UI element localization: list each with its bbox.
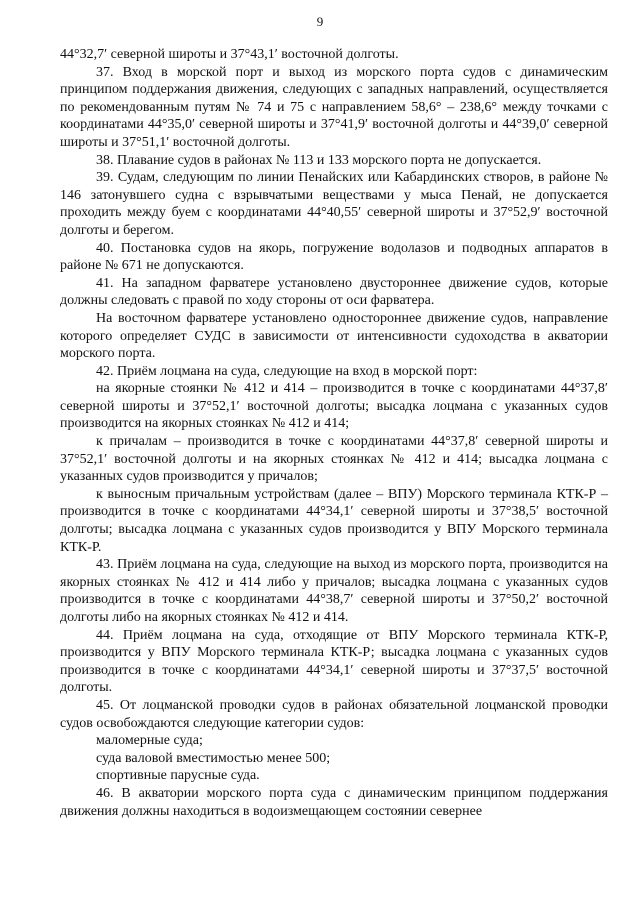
paragraph-continuation: 44°32,7′ северной широты и 37°43,1′ восточной долготы.	[60, 47, 399, 62]
paragraph-42-berths: к причалам – производится в точке с координатами 44°37,8′ северной широты и 37°52,1′ восточной долготы и на якорных стоянках № 412 и 414; высадка лоцмана с указанных судов производится у причалов;	[60, 434, 608, 485]
paragraph-45-small-vessels: маломерные суда;	[96, 733, 203, 749]
paragraph-37: 37. Вход в морской порт и выход из морского порта судов с динамическим принципом поддержания движения, следующих с западных направлений, осуществляется по рекомендованным путям № 74 и 75 с направлением 58,6° – 238,6° между точками с координатами 44°35,0′ северной широты и 37°41,9′ восточной долготы и 44°39,0′ северной широты и 37°51,1′ восточной долготы.	[60, 64, 608, 150]
paragraph-39: 39. Судам, следующим по линии Пенайских или Кабардинских створов, в районе № 146 затонувшего судна с взрывчатыми веществами у мыса Пенай, не допускается проходить между буем с координатами 44°40,55′ северной широты и 37°52,9′ восточной долготы и берегом.	[60, 170, 608, 238]
paragraph-46: 46. В акватории морского порта суда с динамическим принципом поддержания движения должны находиться в водоизмещающем состоянии севернее	[60, 785, 608, 819]
paragraph-40: 40. Постановка судов на якорь, погружение водолазов и подводных аппаратов в районе № 671 не допускаются.	[60, 240, 608, 274]
paragraph-41-east-fairway: На восточном фарватере установлено одностороннее движение судов, направление которого определяет СУДС в зависимости от интенсивности судоходства в акватории морского порта.	[60, 310, 608, 362]
paragraph-43: 43. Приём лоцмана на суда, следующие на выход из морского порта, производится на якорных стоянках № 412 и 414 либо у причалов; высадка лоцмана с указанных судов производится в точке с координатами 44°38,7′ северной широты и 37°50,2′ восточной долготы либо на якорных стоянках № 412 и 414.	[60, 557, 608, 625]
paragraph-41: 41. На западном фарватере установлено двустороннее движение судов, которые должны следовать с правой по ходу стороны от оси фарватера.	[60, 275, 608, 309]
page-number: 9	[316, 14, 324, 29]
paragraph-42: 42. Приём лоцмана на суда, следующие на вход в морской порт:	[96, 363, 478, 379]
paragraph-44: 44. Приём лоцмана на суда, отходящие от ВПУ Морского терминала КТК-Р, производится у ВПУ Морского терминала КТК-Р; высадка лоцмана с указанных судов производится в точке с координатами 44°34,1′ северной широты и 37°37,5′ восточной долготы.	[60, 627, 608, 696]
paragraph-42-vpu: к выносным причальным устройствам (далее – ВПУ) Морского терминала КТК-Р – производится в точке с координатами 44°34,1′ северной широты и 37°38,5′ восточной долготы; высадка лоцмана с указанных судов производится у ВПУ Морского терминала КТК-Р.	[60, 486, 608, 555]
paragraph-45: 45. От лоцманской проводки судов в районах обязательной лоцманской проводки судов освобождаются следующие категории судов:	[60, 697, 608, 731]
document-body	[60, 46, 608, 820]
paragraph-45-sailing: спортивные парусные суда.	[96, 768, 260, 784]
paragraph-45-tonnage: суда валовой вместимостью менее 500;	[96, 750, 331, 766]
paragraph-42-anchorage: на якорные стоянки № 412 и 414 – производится в точке с координатами 44°37,8′ северной широты и 37°52,1′ восточной долготы; высадка лоцмана с указанных судов производится на якорных стоянках № 412 и 414;	[60, 381, 608, 432]
paragraph-38: 38. Плавание судов в районах № 113 и 133 морского порта не допускается.	[96, 152, 542, 168]
